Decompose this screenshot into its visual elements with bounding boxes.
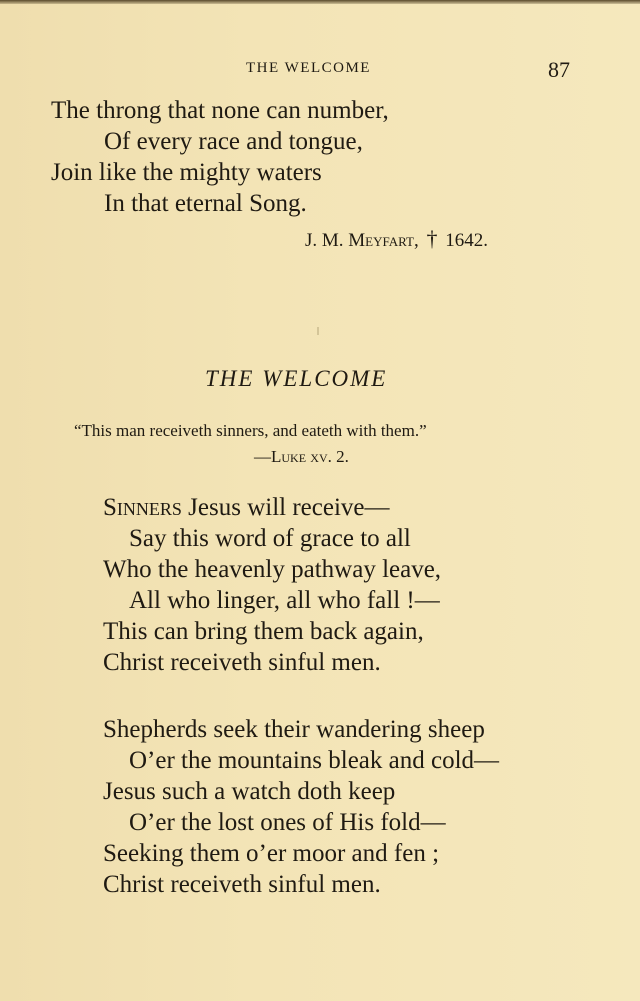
verse-line: O’er the mountains bleak and cold— [129,747,500,774]
author-name: J. M. Meyfart, [305,230,419,251]
previous-hymn-stanza [51,95,389,219]
verse-line: Jesus such a watch doth keep [103,778,396,805]
hymn-stanza-1 [103,492,441,678]
verse-line: O’er the lost ones of His fold— [129,809,446,836]
verse-line: The throng that none can number, [51,97,389,124]
verse-line: Join like the mighty waters [51,159,322,186]
dagger-mark: † [426,226,438,251]
verse-line: Christ receiveth sinful men. [103,649,381,676]
verse-line: Of every race and tongue, [104,128,363,155]
verse-line: Seeking them o’er moor and fen ; [103,840,440,867]
epigraph-reference: —Luke xv. 2. [254,447,349,466]
verse-line: In that eternal Song. [104,190,307,217]
running-header: THE WELCOME [246,60,371,76]
first-word: Sinners [103,494,182,521]
verse-line: This can bring them back again, [103,618,424,645]
hymn-title: THE WELCOME [205,366,388,391]
epigraph-quote: “This man receiveth sinners, and eateth with them.” [74,421,427,440]
verse-line [103,492,441,523]
paper-speck [317,327,319,335]
verse-line: All who linger, all who fall !— [129,587,440,614]
page-number: 87 [548,57,570,82]
first-line-rest: Jesus will receive— [181,494,390,521]
page-top-edge [0,0,640,4]
hymn-stanza-2 [103,714,499,900]
death-year: 1642. [445,230,488,251]
verse-line: Say this word of grace to all [129,525,411,552]
author-attribution [305,226,488,252]
verse-line: Christ receiveth sinful men. [103,871,381,898]
verse-line: Shepherds seek their wandering sheep [103,716,485,743]
verse-line: Who the heavenly pathway leave, [103,556,442,583]
